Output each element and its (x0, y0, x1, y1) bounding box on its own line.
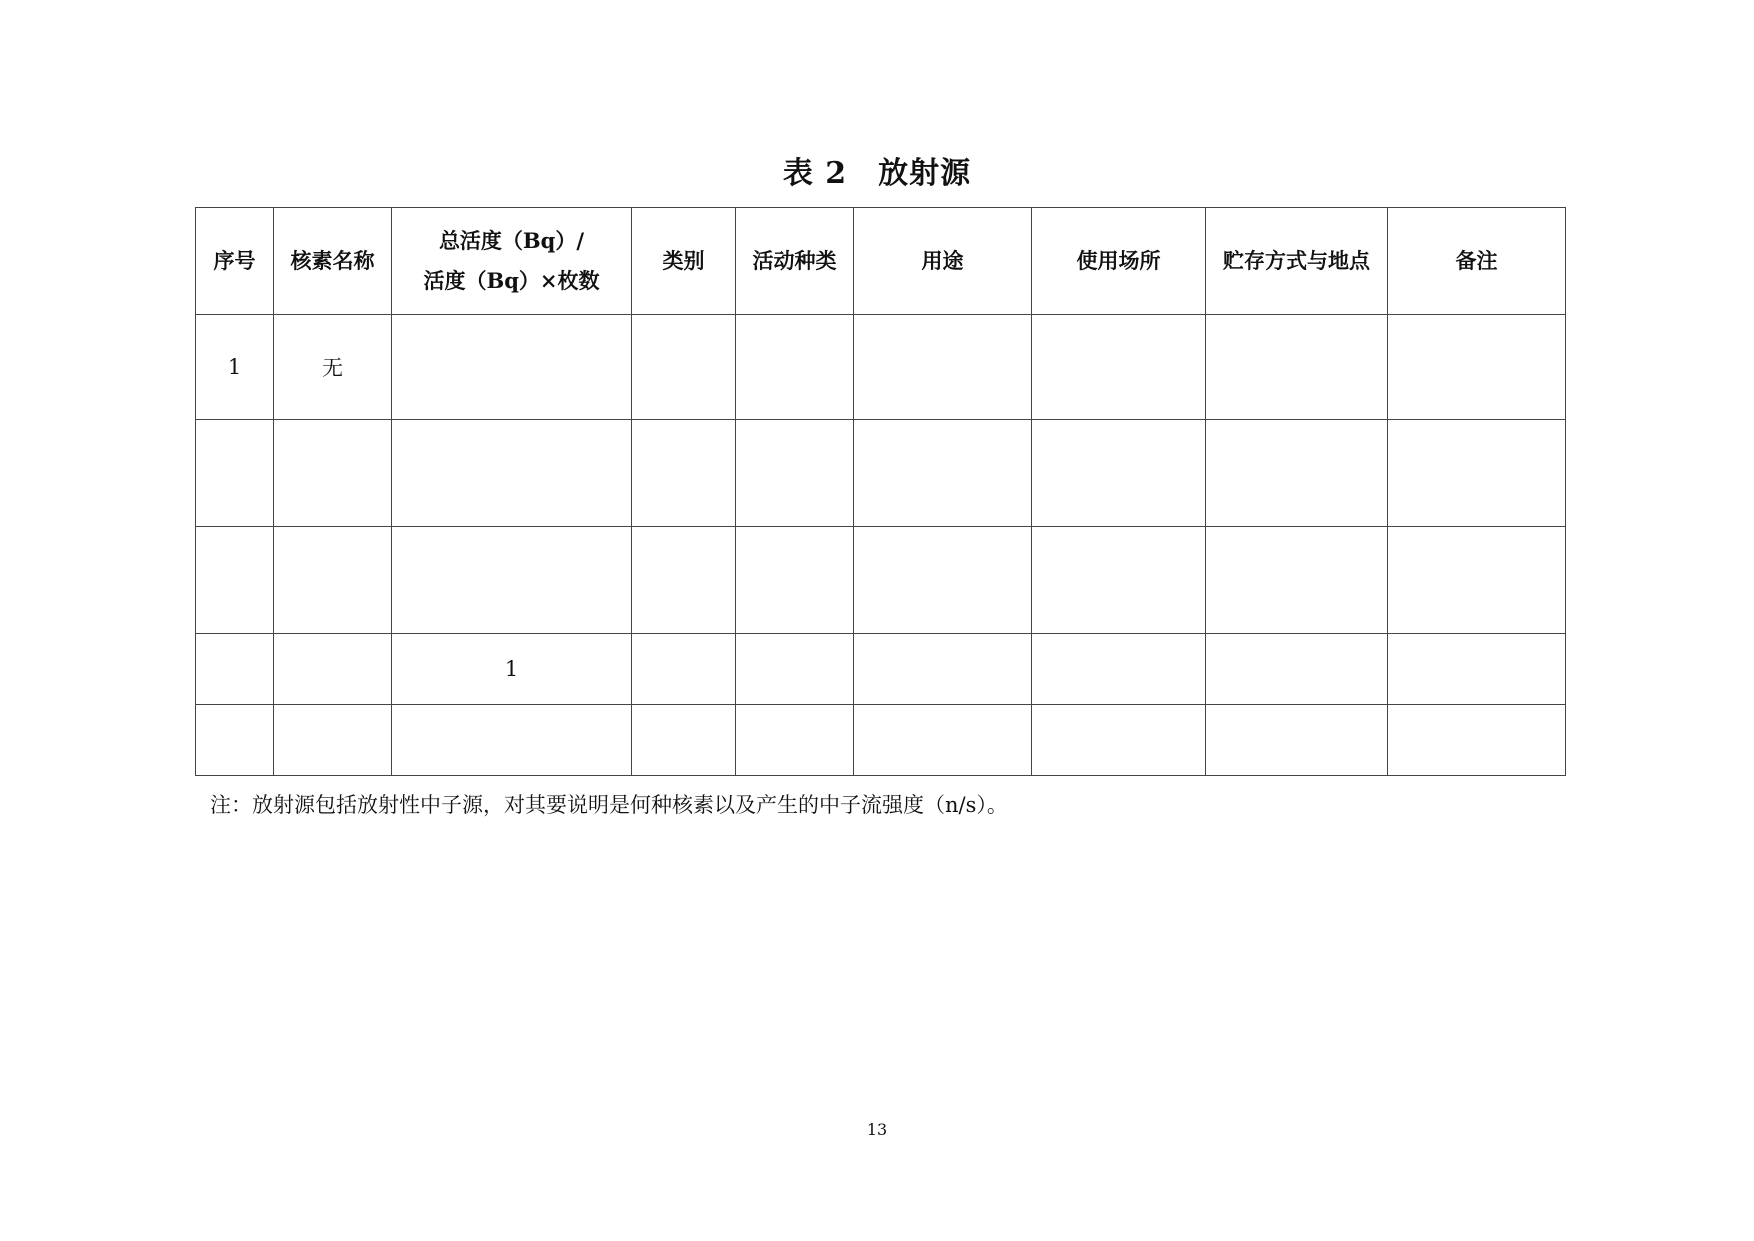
table-cell (196, 634, 274, 705)
table-cell (854, 315, 1032, 420)
table-cell: 1 (196, 315, 274, 420)
table-cell (854, 420, 1032, 527)
table-cell (392, 315, 632, 420)
table-cell (1388, 634, 1566, 705)
table-cell (1206, 527, 1388, 634)
header-activity-type: 活动种类 (736, 208, 854, 315)
table-cell (1388, 705, 1566, 776)
radioactive-source-table (195, 207, 1566, 776)
table-cell (392, 420, 632, 527)
table-cell (1206, 705, 1388, 776)
table-row (196, 634, 1566, 705)
table-cell (854, 634, 1032, 705)
table-cell (1032, 634, 1206, 705)
table-cell (196, 420, 274, 527)
table-cell (632, 527, 736, 634)
header-serial-number: 序号 (196, 208, 274, 315)
table-cell (1388, 315, 1566, 420)
table-cell (274, 420, 392, 527)
table-cell (736, 315, 854, 420)
table-cell (1206, 634, 1388, 705)
table-cell (1388, 527, 1566, 634)
table-cell (632, 315, 736, 420)
header-purpose: 用途 (854, 208, 1032, 315)
table-cell (854, 527, 1032, 634)
table-cell (736, 705, 854, 776)
table-cell (632, 420, 736, 527)
table-cell (632, 634, 736, 705)
table-note: 注：放射源包括放射性中子源，对其要说明是何种核素以及产生的中子流强度（n/s）。 (210, 793, 1008, 817)
table-cell (1388, 420, 1566, 527)
table-row (196, 527, 1566, 634)
table-cell (1032, 420, 1206, 527)
header-nuclide-name: 核素名称 (274, 208, 392, 315)
header-remarks: 备注 (1388, 208, 1566, 315)
table-cell (274, 527, 392, 634)
table-cell (1032, 705, 1206, 776)
table-cell (854, 705, 1032, 776)
table-title: 表 2 放射源 (782, 156, 972, 191)
table-cell (736, 634, 854, 705)
table-row (196, 705, 1566, 776)
table-cell (392, 705, 632, 776)
table-cell (196, 527, 274, 634)
header-usage-location: 使用场所 (1032, 208, 1206, 315)
header-category: 类别 (632, 208, 736, 315)
table-row (196, 420, 1566, 527)
table-cell (736, 420, 854, 527)
table-cell (274, 634, 392, 705)
table-row (196, 315, 1566, 420)
table-cell: 无 (274, 315, 392, 420)
table-cell (1032, 315, 1206, 420)
table-cell: 1 (392, 634, 632, 705)
table-header-row (196, 208, 1566, 315)
header-total-activity: 总活度（Bq）/ 活度（Bq）×枚数 (392, 208, 632, 315)
table-cell (1206, 420, 1388, 527)
page-number: 13 (866, 1120, 888, 1139)
table-cell (1206, 315, 1388, 420)
table-cell (736, 527, 854, 634)
table-cell (196, 705, 274, 776)
table-cell (274, 705, 392, 776)
header-storage-method-location: 贮存方式与地点 (1206, 208, 1388, 315)
table-cell (392, 527, 632, 634)
table-cell (632, 705, 736, 776)
table-cell (1032, 527, 1206, 634)
